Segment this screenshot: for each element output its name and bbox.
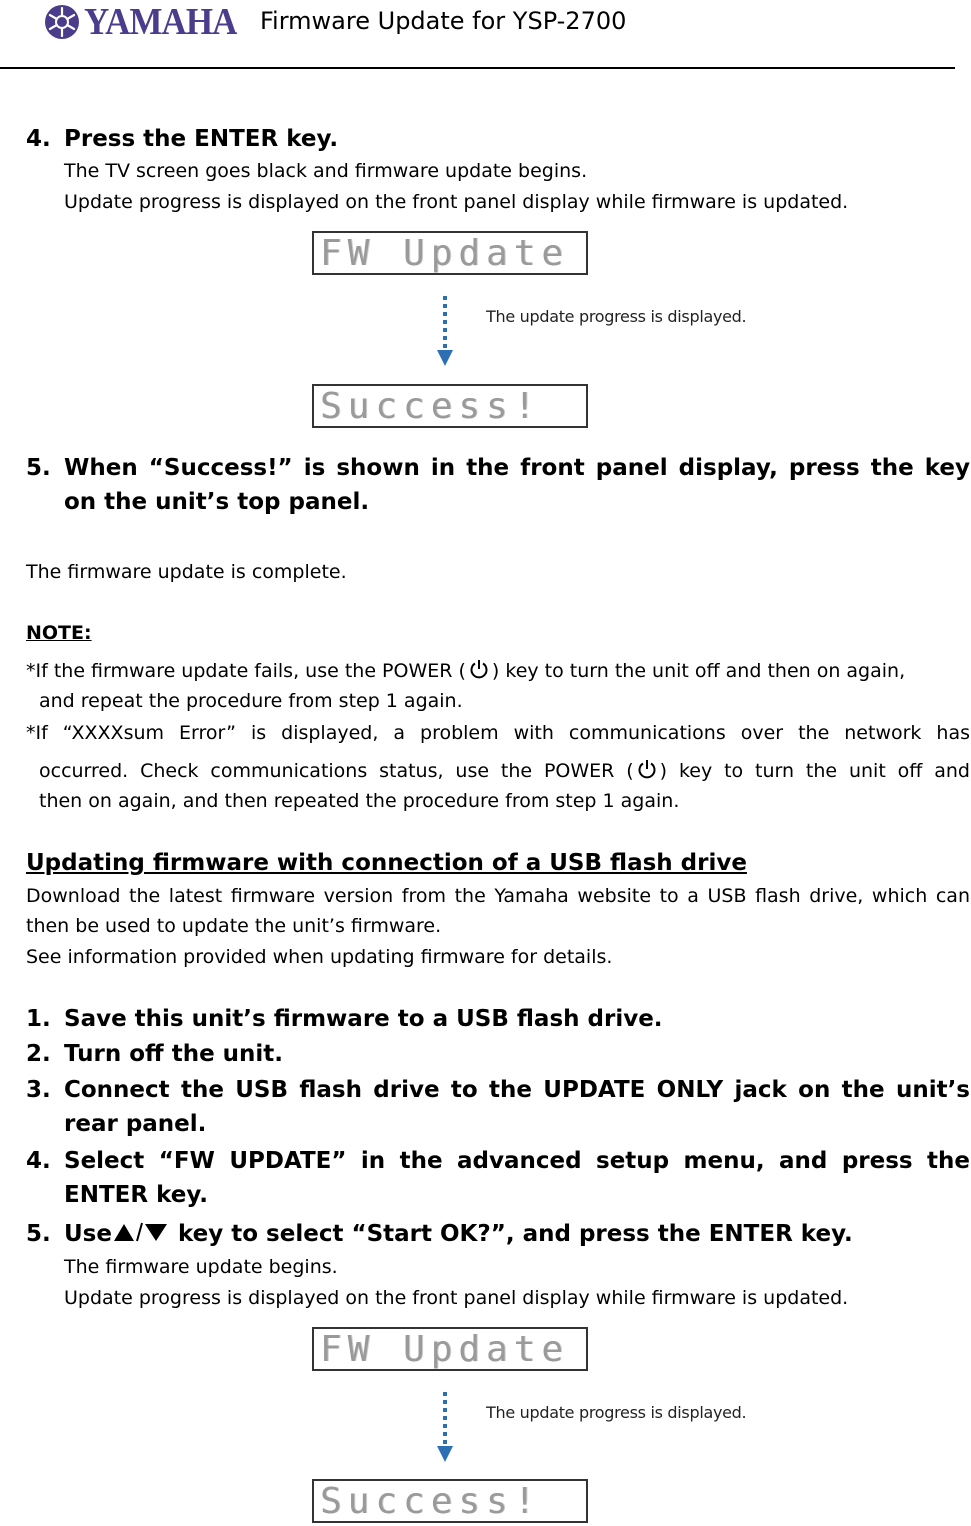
note-text: then on again, and then repeated the procedure from step 1 again.	[39, 790, 680, 812]
note-text: *If “XXXXsum Error” is displayed, a problem with communications over the network has	[26, 722, 970, 744]
section-text: Download the latest firmware version from the Yamaha website to a USB flash drive, which can then be used to update the unit’s firmware.	[26, 885, 970, 937]
note-text: ) key to turn the unit off and then on again,	[491, 660, 906, 682]
power-icon	[468, 658, 490, 680]
yamaha-logo	[44, 2, 250, 42]
step-number: 2.	[26, 1041, 51, 1067]
step-title	[64, 1217, 970, 1251]
note-item	[26, 718, 970, 816]
step-number: 5.	[26, 1221, 51, 1247]
figure-caption: The update progress is displayed.	[486, 307, 747, 326]
step-number: 4.	[26, 1148, 51, 1174]
step-text: The firmware update begins.	[64, 1256, 338, 1278]
step-title-text: key to select “Start OK?”, and press the ENTER key.	[177, 1221, 853, 1247]
power-icon	[636, 758, 658, 780]
lcd-display-success	[312, 1479, 588, 1523]
page-header	[0, 0, 971, 70]
down-arrow-icon	[436, 294, 454, 368]
step-title: Connect the USB flash drive to the UPDATE ONLY jack on the unit’s rear panel.	[64, 1077, 970, 1137]
step-title-text: Use	[64, 1221, 112, 1247]
step-title: Turn off the unit.	[64, 1041, 284, 1067]
step-title: Save this unit’s firmware to a USB flash drive.	[64, 1006, 663, 1032]
lcd-text: Success!	[320, 1481, 542, 1522]
step-text: Update progress is displayed on the front panel display while firmware is updated.	[64, 1287, 849, 1309]
step-number: 5.	[26, 455, 51, 481]
lcd-display-update	[312, 231, 588, 275]
header-divider	[0, 67, 955, 69]
lcd-text: Success!	[320, 386, 542, 427]
step-number: 4.	[26, 126, 51, 152]
completion-text: The firmware update is complete.	[26, 561, 347, 583]
note-text: *If the firmware update fails, use the POWER (	[26, 660, 466, 682]
step-title: Select “FW UPDATE” in the advanced setup menu, and press the ENTER key.	[64, 1148, 970, 1208]
up-down-arrow-keys-icon	[112, 1221, 170, 1243]
down-arrow-icon	[436, 1390, 454, 1464]
note-text: and repeat the procedure from step 1 again.	[39, 690, 463, 712]
step-text: Update progress is displayed on the front panel display while firmware is updated.	[64, 191, 849, 213]
note-text: occurred. Check communications status, use the POWER (	[39, 760, 634, 782]
yamaha-tuning-fork-icon	[44, 4, 80, 40]
lcd-text: FW Update	[320, 1329, 570, 1370]
step-title: When “Success!” is shown in the front panel display, press the key on the unit’s top panel.	[64, 455, 970, 515]
step-number: 3.	[26, 1077, 51, 1103]
section-text: See information provided when updating firmware for details.	[26, 946, 613, 968]
brand-wordmark: YAMAHA	[84, 1, 237, 43]
note-item	[26, 656, 970, 716]
lcd-text: FW Update	[320, 233, 570, 274]
lcd-display-success	[312, 384, 588, 428]
step-title: Press the ENTER key.	[64, 126, 339, 152]
note-text: ) key to turn the unit off and	[659, 760, 970, 782]
note-heading: NOTE:	[26, 622, 92, 644]
step-text: The TV screen goes black and firmware update begins.	[64, 160, 588, 182]
lcd-display-update	[312, 1327, 588, 1371]
figure-caption: The update progress is displayed.	[486, 1403, 747, 1422]
step-number: 1.	[26, 1006, 51, 1032]
document-title: Firmware Update for YSP-2700	[260, 7, 627, 35]
section-heading: Updating firmware with connection of a USB flash drive	[26, 850, 747, 876]
